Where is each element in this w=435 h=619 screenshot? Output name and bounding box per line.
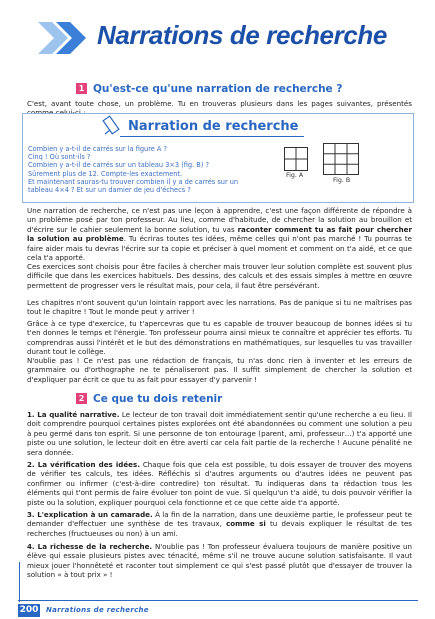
figure-a-grid	[284, 147, 308, 171]
section-number-badge: 1	[76, 83, 87, 94]
point-narrative-quality	[27, 410, 412, 457]
paragraph-definition	[27, 206, 412, 262]
section-number-badge: 2	[76, 393, 87, 404]
paragraph-benefits: Grâce à ce type d'exercice, tu t'apercevras que tu es capable de trouver beaucoup de bonnes idées si tu t'en donnes le temps et l'énergie. Ton professeur pourra ainsi mieux te connaître et apprécier tes efforts. Tu comprendras aussi l'intérêt et le but des démonstrations en mathématiques, sur lesquelles tu vas travailler durant tout le collège.	[27, 319, 412, 357]
point-research-richness	[27, 542, 412, 580]
footer-rule	[18, 600, 418, 601]
example-line: Sûrement plus de 12. Compte-les exactement.	[28, 169, 183, 178]
example-title-underline	[120, 136, 304, 137]
example-title: Narration de recherche	[128, 119, 299, 134]
example-line: tableau 4×4 ? Et sur un damier de jeu d'échecs ?	[28, 186, 191, 195]
chevron-arrows-icon	[38, 20, 90, 56]
section-2-title: Ce que tu dois retenir	[93, 393, 223, 405]
example-line: Combien y a-t-il de carrés sur la figure A ?	[28, 145, 168, 153]
figure-b-caption: Fig. B	[333, 177, 351, 184]
point-idea-verification	[27, 460, 412, 507]
pencil-icon	[102, 114, 126, 136]
intro-paragraph: C'est, avant toute chose, un problème. Tu en trouveras plusieurs dans les pages suivantes, présentés	[27, 99, 412, 108]
page-title: Narrations de recherche	[97, 20, 387, 50]
point-lead: 2. La vérification des idées.	[27, 460, 140, 469]
paragraph-reminder: N'oublie pas ! Ce n'est pas une rédaction de français, tu n'as donc rien à inventer et les erreurs de grammaire ou d'orthographe ne te pénaliseront pas. Il suffit simplement de chercher la solution et d'expliquer par écrit ce que tu as fait pour essayer d'y parvenir !	[27, 356, 412, 384]
point-emphasis: comme si	[226, 519, 266, 529]
point-text: N'oublie pas ! Ton professeur évaluera toujours de manière positive un élève qui essaie plusieurs pistes avec ténacité, même s'il ne trouve aucune solution satisfaisante. Il vaut mieux jouer l'honnêteté et raconter tout simplement ce qui s'est passé plutôt que d'essayer de trouver la solution « à tout prix » !	[27, 542, 412, 580]
page-number: 200	[19, 605, 39, 615]
point-explanation	[27, 510, 412, 538]
point-text: tu devais expliquer le résultat de tes recherches (fructueuses ou non) à un ami.	[27, 519, 412, 538]
point-lead: 1. La qualité narrative.	[27, 410, 120, 419]
paragraph-emphasis: raconter comment tu as fait pour chercher la solution au problème	[27, 224, 412, 244]
footer-title: Narrations de recherche	[46, 606, 149, 614]
section-2-heading	[76, 393, 222, 405]
point-text: Le lecteur de ton travail doit immédiatement sentir qu'une recherche a eu lieu. Il doit comprendre pourquoi certaines pistes explorées ont été abandonnées ou comment une solution a peu à peu germé dans ton esprit. Si une personne de ton entourage (parent, ami, professeur…) t'a apporté une piste ou une solution, le lecteur doit en être averti car cela fait partie de la recherche ! Aucune pénalité ne sera donnée.	[27, 410, 412, 457]
example-line: Combien y a-t-il de carrés sur un tableau 3×3 (fig. B) ?	[28, 161, 210, 170]
paragraph-text: Une narration de recherche, ce n'est pas une leçon à apprendre, c'est une façon différente de répondre à un problème posé par ton professeur. Au lieu, comme d'habitude, de chercher la solution au brouillon et d'écrire sur le cahier seulement la bonne solution, tu vas	[27, 206, 412, 234]
footer-accent-line	[19, 562, 20, 602]
paragraph-chapters: Les chapitres n'ont souvent qu'un lointain rapport avec les narrations. Pas de panique si tu ne maîtrises pas tout le chapitre ! Tout le monde peut y arriver !	[27, 298, 412, 317]
point-lead: 4. La richesse de la recherche.	[27, 542, 153, 551]
point-text: Chaque fois que cela est possible, tu dois essayer de trouver des moyens de vérifier tes calculs, tes idées. Réfléchis si d'autres arguments ou d'autres idées ne peuvent pas confirmer ou infirmer (c'est-à-dire contredire) ton résultat. Tu indiqueras dans ta rédaction tous les éléments qui t'ont permis de faire évoluer ton point de vue. Si quelqu'un t'a aidé, tu dois pouvoir vérifier la piste ou la solution, expliquer pourquoi cela fonctionne et ce que cette aide t'a apporté.	[27, 460, 412, 507]
section-1-heading	[76, 83, 342, 95]
section-1-title: Qu'est-ce qu'une narration de recherche ?	[93, 83, 343, 95]
point-text: À la fin de la narration, dans une deuxième partie, le professeur peut te demander d'effectuer une synthèse de tes travaux,	[27, 510, 412, 529]
figure-b-grid	[323, 143, 359, 175]
example-text	[28, 145, 280, 194]
figure-a-caption: Fig. A	[286, 172, 304, 179]
example-line: Cinq ! Où sont-ils ?	[28, 153, 91, 162]
paragraph-exercises: Ces exercices sont choisis pour être faciles à chercher mais trouver leur solution complète est souvent plus difficile que dans les exercices habituels. Des dessins, des calculs et des essais simples à mettre en œuvre permettent de progresser vers le résultat mais, pour cela, il faut être persévérant.	[27, 262, 412, 290]
point-lead: 3. L'explication à un camarade.	[27, 510, 153, 519]
example-line: Et maintenant sauras-tu trouver combien il y a de carrés sur un	[28, 177, 239, 186]
paragraph-text: . Tu écriras toutes tes idées, même celles qui n'ont pas marché ! Tu pourras te faire aider mais tu devras l'écrire sur ta copie et préciser à quel moment et comment on t'a aidé, et ce que cela t'a apporté.	[27, 234, 412, 263]
